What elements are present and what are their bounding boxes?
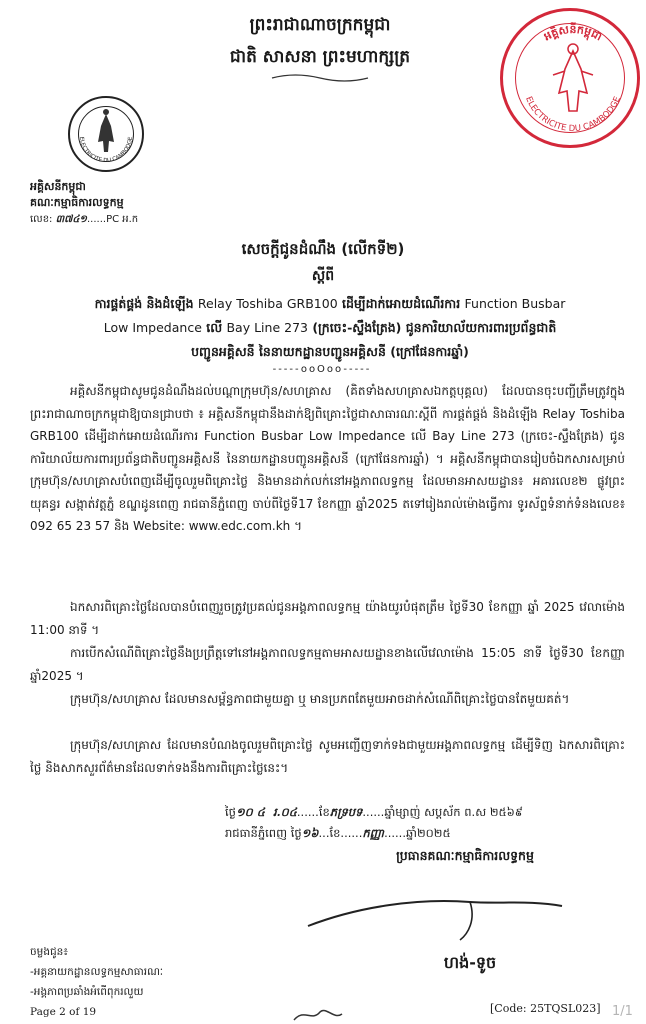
lunar-date xyxy=(225,805,625,822)
heading-part: លើ xyxy=(201,320,227,335)
viewer-page-count: 1/1 xyxy=(612,1004,633,1019)
date-part: ថ្ងៃ xyxy=(225,805,236,819)
body-paragraph-5 xyxy=(30,734,625,779)
paragraph-text: ក្រុមហ៊ុន/សហគ្រាស ដែលមានសម្ព័ន្ធភាពជាមួយគ្នា ឬ មានប្រភពតែមួយអាចដាក់សំណើពិគ្រោះថ្លៃបានតែមួយគត់។ xyxy=(70,692,570,706)
paragraph-text: ឯកសារពិគ្រោះថ្លៃដែលបានបំពេញរួចត្រូវប្រគល់ជូនអង្គភាពលទ្ធកម្ម យ៉ាងយូរបំផុតត្រឹម ថ្ងៃទី30 ខែកញ្ញា ឆ្នាំ 2025 វេលាម៉ោង 11:00 នាទី ។ xyxy=(30,600,625,637)
handwritten-signature xyxy=(300,880,630,950)
header-flourish xyxy=(270,72,370,84)
svg-text:ELECTRICITE DU CAMBODGE xyxy=(523,95,623,134)
signatory-name: ហង់-ទូច xyxy=(443,953,497,972)
body-paragraph-3 xyxy=(30,642,625,687)
svg-text:អគ្គិសនីកម្ពុជា xyxy=(541,22,604,44)
kingdom-title: ព្រះរាជាណាចក្រកម្ពុជា xyxy=(249,15,391,35)
heading-part: ដើម្បីដាក់អោយដំណើរការ xyxy=(337,296,465,311)
footer-initials xyxy=(290,1004,370,1024)
ref-suffix: ......PC អ.ក xyxy=(87,214,139,225)
date-part: ......ឆ្នាំម្សាញ់ សប្តស័ក ព.ស ២៥៦៩ xyxy=(362,805,523,819)
date-handwritten: ភទ្របទ xyxy=(329,805,363,819)
heading-part: (ក្រចេះ-ស្ទឹងត្រែង) ជូនការិយាល័យការពារប្រព័ន្ធជាតិ xyxy=(307,320,557,335)
heading-part: Relay Toshiba GRB100 xyxy=(197,296,338,311)
kingdom-motto: ជាតិ សាសនា ព្រះមហាក្សត្រ xyxy=(229,47,411,67)
sender-committee: គណៈកម្មាធិការលទ្ធកម្ម xyxy=(30,196,124,209)
cc-title: ចម្លងជូន៖ xyxy=(30,946,68,958)
solar-date xyxy=(225,826,625,843)
notice-heading xyxy=(30,292,630,364)
body-paragraph-4 xyxy=(30,688,625,711)
date-handwritten: ១៦ xyxy=(301,826,319,840)
paragraph-text: ក្រុមហ៊ុន/សហគ្រាស ដែលមានបំណងចូលរួមពិគ្រោះថ្លៃ សូមអញ្ជើញទាក់ទងជាមួយអង្គភាពលទ្ធកម្ម ដើម្បីទិញ ឯកសារពិគ្រោះថ្លៃ និងសាកសួរព័ត៌មានដែលទាក់ទងនឹងការពិគ្រោះថ្លៃនេះ។ xyxy=(30,738,625,775)
date-part: ......ឆ្នាំ២០២៥ xyxy=(384,826,451,840)
logo-emblem-icon xyxy=(70,98,142,170)
subject-label: ស្តីពី xyxy=(311,268,335,284)
heading-divider: -----ooOoo----- xyxy=(272,364,372,375)
date-part: ...ខែ...... xyxy=(318,826,363,840)
stamp-bottom-text: ELECTRICITE DU CAMBODGE xyxy=(523,95,623,135)
page-number: Page 2 of 19 xyxy=(30,1006,97,1018)
heading-part: បញ្ជូនអគ្គិសនី នៃនាយកដ្ឋានបញ្ជូនអគ្គិសនី (ក្រៅផែនការឆ្នាំ) xyxy=(191,344,469,359)
cc-recipient-1: -អគ្គនាយកដ្ឋានលទ្ធកម្មសាធារណៈ xyxy=(30,966,164,978)
ref-handwritten-number: ៣៧៤១ xyxy=(55,214,87,225)
ref-prefix: លេខ: xyxy=(30,214,56,225)
body-paragraph-2 xyxy=(30,596,625,641)
stamp-emblem-icon xyxy=(503,11,643,151)
heading-part: Bay Line 273 xyxy=(226,320,308,335)
cc-recipient-2: -អង្គភាពប្រឆាំងអំពើពុករលួយ xyxy=(30,986,144,998)
date-part: ......ខែ xyxy=(296,805,330,819)
paragraph-text: អគ្គិសនីកម្ពុជាសូមជូនដំណឹងដល់បណ្តាក្រុមហ៊ុន/សហគ្រាស (គិតទាំងសហគ្រាសឯកត្តបុគ្គល) ដែលបានចុះបញ្ជីត្រឹមត្រូវក្នុងព្រះរាជាណាចក្រកម្ពុជាឱ្យបានជ្រាបថា ៖ អគ្គិសនីកម្ពុជានឹងដាក់ឱ្យពិគ្រោះថ្លៃជាសាធារណៈស្តីពី ការផ្គត់ផ្គង់ និងដំឡើង Relay Toshiba GRB100 ដើម្បីដាក់អោយដំណើរការ Function Busbar Low Impedance លើ Bay Line 273 (ក្រចេះ-ស្ទឹងត្រែង) ជូនការិយាល័យការពារប្រព័ន្ធជាតិបញ្ជូនអគ្គិសនី នៃនាយកដ្ឋានបញ្ជូនអគ្គិសនី (ក្រៅផែនការឆ្នាំ) ។ អគ្គិសនីកម្ពុជាបានរៀបចំឯកសារសម្រាប់ក្រុមហ៊ុន/សហគ្រាសបំពេញដើម្បីចូលរួមពិគ្រោះថ្លៃ និងមានដាក់លក់នៅអង្គភាពលទ្ធកម្ម ដែលមានអាសយដ្ឋាន៖ អគារលេខ២ ផ្លូវព្រះយុគន្ធរ សង្កាត់វត្តភ្នំ ខណ្ឌដូនពេញ រាជធានីភ្នំពេញ ចាប់ពីថ្ងៃទី17 ខែកញ្ញា ឆ្នាំ2025 តទៅរៀងរាល់ម៉ោងធ្វើការ ទូរស័ព្ទទំនាក់ទំនងលេខ៖ 092 65 23 57 និង Website: www.edc.com.kh ។ xyxy=(30,384,625,533)
heading-part: Function Busbar xyxy=(464,296,566,311)
heading-part: Low Impedance xyxy=(103,320,202,335)
date-handwritten: ១០ ៤ ​ រ.០៤ xyxy=(235,805,297,819)
reference-number xyxy=(30,212,138,227)
sender-org-name: អគ្គិសនីកម្ពុជា xyxy=(30,180,86,193)
stamp-top-text: អគ្គិសនីកម្ពុជា xyxy=(541,23,605,44)
document-code: [Code: 25TQSL023] xyxy=(490,1002,601,1015)
date-handwritten: កញ្ញា xyxy=(362,826,385,840)
signatory-title: ប្រធានគណៈកម្មាធិការលទ្ធកម្ម xyxy=(396,848,534,863)
notice-title: សេចក្តីជូនដំណឹង (លើកទី២) xyxy=(241,240,405,258)
body-paragraph-1 xyxy=(30,380,625,538)
heading-part: ការផ្គត់ផ្គង់ និងដំឡើង xyxy=(94,296,198,311)
official-stamp xyxy=(500,8,640,148)
paragraph-text: ការបើកសំណើពិគ្រោះថ្លៃនឹងប្រព្រឹត្តទៅនៅអង្គភាពលទ្ធកម្មតាមអាសយដ្ឋានខាងលើវេលាម៉ោង 15:05 នាទី ថ្ងៃទី30 ខែកញ្ញា ឆ្នាំ2025 ។ xyxy=(30,646,625,683)
logo-text: ELECTRICITE DU CAMBODGE xyxy=(77,136,135,165)
edc-logo xyxy=(68,96,144,172)
date-part: រាជធានីភ្នំពេញ ថ្ងៃ xyxy=(225,826,302,840)
